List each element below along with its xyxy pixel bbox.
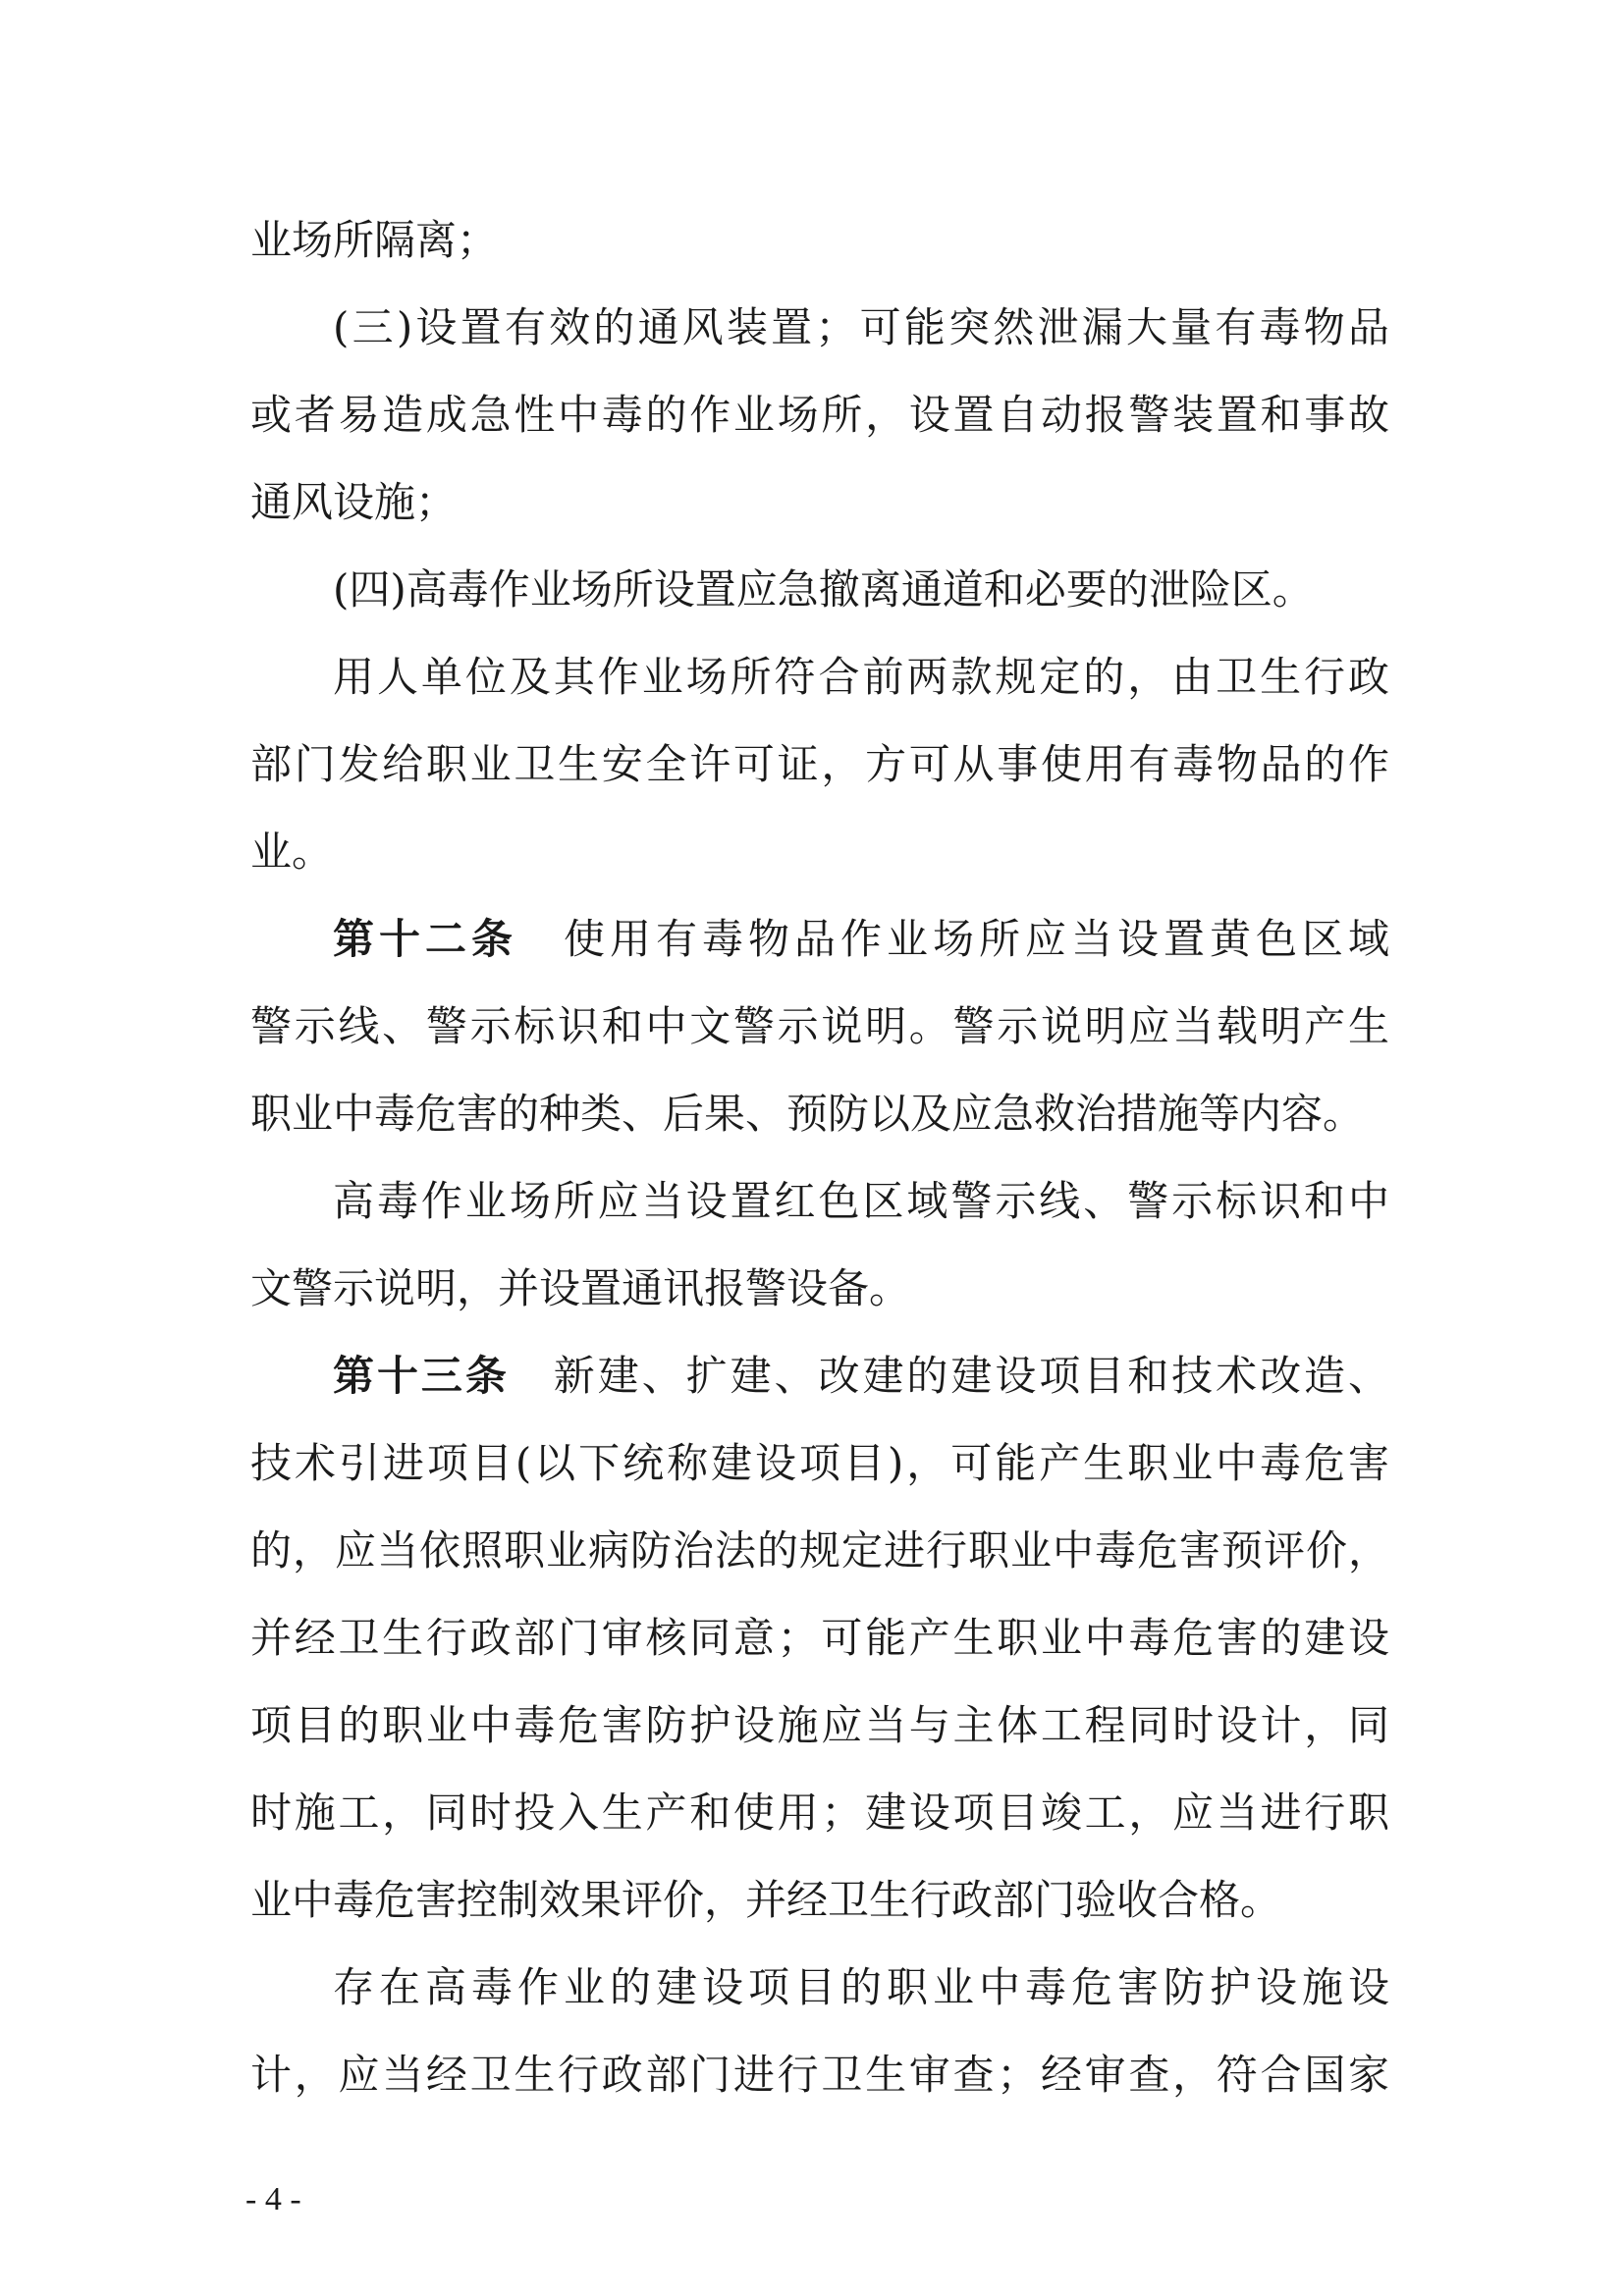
text-line: 文警示说明，并设置通讯报警设备。 xyxy=(250,1264,911,1312)
page-number: - 4 - xyxy=(245,2181,301,2217)
text-line: 业。 xyxy=(250,828,334,876)
article-line xyxy=(250,1332,1389,1419)
text-line: (四)高毒作业场所设置应急撤离通道和必要的泄险区。 xyxy=(333,565,1314,614)
text-line: 高毒作业场所应当设置红色区域警示线、警示标识和中 xyxy=(333,1177,1389,1225)
text-line: 存在高毒作业的建设项目的职业中毒危害防护设施设 xyxy=(333,1963,1389,2011)
text-line: 计，应当经卫生行政部门进行卫生审查；经审查，符合国家 xyxy=(250,2051,1389,2099)
text-line: 职业中毒危害的种类、后果、预防以及应急救治措施等内容。 xyxy=(250,1090,1365,1138)
text-line: 时施工，同时投入生产和使用；建设项目竣工，应当进行职 xyxy=(250,1789,1389,1837)
article-line xyxy=(250,895,1389,983)
text-line: 业中毒危害控制效果评价，并经卫生行政部门验收合格。 xyxy=(250,1876,1282,1924)
text-line: 并经卫生行政部门审核同意；可能产生职业中毒危害的建设 xyxy=(250,1614,1389,1662)
text-line: 警示线、警示标识和中文警示说明。警示说明应当载明产生 xyxy=(250,1002,1389,1050)
text-line: 技术引进项目(以下统称建设项目)，可能产生职业中毒危害 xyxy=(250,1439,1389,1487)
text-line: 用人单位及其作业场所符合前两款规定的，由卫生行政 xyxy=(333,653,1389,701)
document-body xyxy=(250,196,1389,2118)
text-line: 部门发给职业卫生安全许可证，方可从事使用有毒物品的作 xyxy=(250,740,1389,788)
article-text: 使用有毒物品作业场所应当设置黄色区域 xyxy=(564,915,1389,963)
article-text: 新建、扩建、改建的建设项目和技术改造、 xyxy=(553,1352,1389,1400)
text-line: (三)设置有效的通风装置；可能突然泄漏大量有毒物品 xyxy=(333,303,1389,351)
text-line: 业场所隔离； xyxy=(250,216,499,264)
article-heading: 第十三条 xyxy=(333,1352,510,1400)
text-line: 的，应当依照职业病防治法的规定进行职业中毒危害预评价， xyxy=(250,1526,1389,1575)
article-heading: 第十二条 xyxy=(333,915,517,963)
text-line: 项目的职业中毒危害防护设施应当与主体工程同时设计，同 xyxy=(250,1701,1389,1749)
text-line: 通风设施； xyxy=(250,478,458,526)
text-line: 或者易造成急性中毒的作业场所，设置自动报警装置和事故 xyxy=(250,391,1389,439)
